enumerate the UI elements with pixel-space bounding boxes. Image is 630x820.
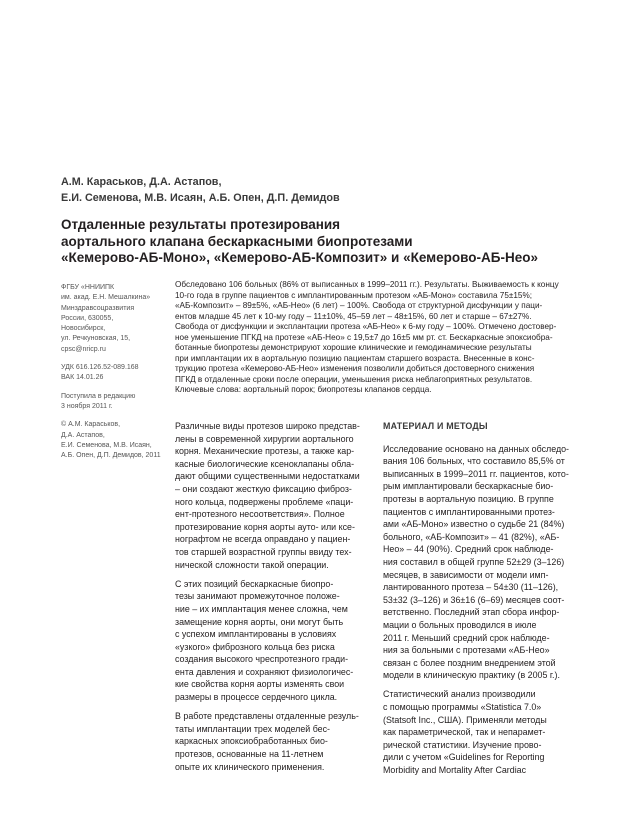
affiliation-email: cpsc@nricp.ru bbox=[61, 345, 106, 353]
text-line: рической статистики. Изучение прово- bbox=[383, 739, 542, 750]
text-line: Morbidity and Mortality After Cardiac bbox=[383, 765, 527, 776]
text-line: нической сложности такой операции. bbox=[175, 559, 329, 570]
received-line: Поступила в редакцию bbox=[61, 392, 136, 400]
text-line: лены в современной хирургии аортального bbox=[175, 433, 354, 444]
text-line: больного, «АБ-Композит» – 41 (82%), «АБ- bbox=[383, 531, 560, 542]
text-line: замещение корня аорты, они могут быть bbox=[175, 616, 344, 627]
copyright-line: Е.И. Семенова, М.В. Исаян, bbox=[61, 441, 152, 449]
udc-code: УДК 616.126.52-089.168 bbox=[61, 364, 139, 372]
text-line: как параметрической, так и непарамет- bbox=[383, 727, 546, 738]
title-line: аортального клапана бескаркасными биопротезами bbox=[61, 233, 413, 249]
title-line: «Кемерово-АБ-Моно», «Кемерово-АБ-Композит» и «Кемерово-АБ-Нео» bbox=[61, 250, 538, 265]
article-title bbox=[61, 217, 601, 267]
text-line: протезов, основанные на 11-летнем bbox=[175, 749, 324, 760]
abstract-line: трукцию протеза «Кемерово-АБ-Нео» изменения позволили добиться достоверного снижения bbox=[175, 364, 535, 374]
text-line: кие свойства корня аорты изменять свои bbox=[175, 679, 345, 690]
abstract-line: Свобода от дисфункции и эксплантации протеза «АБ-Нео» к 6-му году – 100%. Отмечено достовер- bbox=[175, 322, 557, 332]
authors-line: А.М. Караськов, Д.А. Астапов, bbox=[61, 176, 222, 188]
abstract-line: ПГКД в отдаленные сроки после операции, уменьшения риска неблагоприятных результатов. bbox=[175, 374, 533, 384]
text-line: Различные виды протезов широко представ- bbox=[175, 421, 360, 431]
text-line: «узкого» фиброзного кольца без риска bbox=[175, 641, 335, 652]
body-column-left bbox=[175, 420, 365, 780]
text-line: С этих позиций бескаркасные биопро- bbox=[175, 578, 334, 589]
text-line: опыте их клинического применения. bbox=[175, 761, 325, 772]
abstract-line: ботанные биопротезы демонстрируют хорошие клинические и гемодинамические результаты bbox=[175, 343, 532, 353]
text-line: ветственно. Последний этап сбора инфор- bbox=[383, 607, 560, 618]
text-line: В работе представлены отдаленные резуль- bbox=[175, 711, 359, 722]
text-line: создания высокого чреспротезного гради- bbox=[175, 654, 349, 665]
title-line: Отдаленные результаты протезирования bbox=[61, 217, 341, 232]
text-line: 2011 г. Меньший средний срок наблюде- bbox=[383, 632, 550, 643]
abstract-line: ное уменьшение ПГКД на протезе «АБ-Нео» с 19,5±7 до 16±5 мм рт. ст. Бескаркасные эпоксиобра- bbox=[175, 332, 553, 342]
paragraph bbox=[383, 688, 573, 776]
abstract-line: Обследовано 106 больных (86% от выписанных в 1999–2011 гг.). Результаты. Выживаемость к концу bbox=[175, 280, 559, 289]
paragraph bbox=[175, 420, 365, 571]
abstract-line: 10-го года в группе пациентов с имплантированным протезом «АБ-Моно» составила 75±15%; bbox=[175, 290, 533, 300]
abstract-line: «АБ-Композит» – 89±5%, «АБ-Нео» (6 лет) – 100%. Свобода от структурной дисфункции у паци- bbox=[175, 301, 543, 311]
section-heading-methods: МАТЕРИАЛ И МЕТОДЫ bbox=[383, 421, 488, 431]
text-line: ния за больными с протезами «АБ-Нео» bbox=[383, 645, 550, 656]
text-line: размеры в процессе сердечного цикла. bbox=[175, 692, 338, 703]
text-line: мации о больных проводился в июле bbox=[383, 619, 537, 630]
paragraph bbox=[383, 443, 573, 682]
affiliation-line: им. акад. Е.Н. Мешалкина» bbox=[61, 294, 151, 302]
abstract bbox=[175, 280, 590, 396]
text-line: месяцев, в зависимости от модели имп- bbox=[383, 569, 549, 580]
text-line: дили с учетом «Guidelines for Reporting bbox=[383, 752, 545, 763]
text-line: (Statsoft Inc., США). Применяли методы bbox=[383, 714, 547, 725]
paragraph bbox=[175, 710, 365, 773]
vak-code: ВАК 14.01.26 bbox=[61, 374, 104, 382]
authors bbox=[61, 174, 581, 206]
text-line: лантированного протеза – 54±30 (11–126), bbox=[383, 582, 559, 593]
text-line: выписанных в 1999–2011 гг. пациентов, кото- bbox=[383, 468, 569, 479]
received-line: 3 ноября 2011 г. bbox=[61, 402, 113, 410]
authors-line: Е.И. Семенова, М.В. Исаян, А.Б. Опен, Д.П. Демидов bbox=[61, 192, 340, 204]
text-line: тов старшей возрастной группы ввиду тех- bbox=[175, 546, 352, 557]
text-line: таты имплантации трех моделей бес- bbox=[175, 723, 331, 734]
affiliation bbox=[61, 283, 173, 355]
text-line: Исследование основано на данных обследо- bbox=[383, 443, 570, 454]
text-line: ние – их имплантация менее сложна, чем bbox=[175, 603, 348, 614]
affiliation-line: Новосибирск, bbox=[61, 325, 106, 333]
paragraph bbox=[175, 578, 365, 704]
text-line: протезы в аортальную позицию. В группе bbox=[383, 493, 554, 504]
copyright-line: А.Б. Опен, Д.П. Демидов, 2011 bbox=[61, 452, 161, 460]
text-line: 53±32 (3–126) и 36±16 (6–69) месяцев соот- bbox=[383, 594, 565, 605]
copyright-line: Д.А. Астапов, bbox=[61, 431, 105, 439]
text-line: корня. Механические протезы, а также кар- bbox=[175, 446, 355, 457]
text-line: ами «АБ-Моно» известно о судьбе 21 (84%) bbox=[383, 519, 565, 530]
text-line: Статистический анализ производили bbox=[383, 689, 536, 700]
text-line: каркасных эпоксиобработанных био- bbox=[175, 736, 328, 747]
text-line: тезы занимают промежуточное положе- bbox=[175, 591, 340, 602]
article-sidebar bbox=[61, 283, 173, 469]
received-date bbox=[61, 392, 173, 413]
text-line: модели в клиническую практику (в 2005 г.). bbox=[383, 670, 560, 681]
text-line: рым имплантировали бескаркасные био- bbox=[383, 481, 554, 492]
text-line: Нео» – 44 (90%). Средний срок наблюде- bbox=[383, 544, 554, 555]
text-line: ного кольца, подвержены проблеме «паци- bbox=[175, 496, 354, 507]
abstract-line: ентов младше 45 лет к 10-му году – 11±10%, 45–59 лет – 48±15%, 60 лет и старше – 67±27%. bbox=[175, 311, 532, 321]
text-line: пациентов с имплантированными протез- bbox=[383, 506, 555, 517]
text-line: с успехом имплантированы в условиях bbox=[175, 629, 337, 640]
text-line: ния составил в общей группе 52±29 (3–126) bbox=[383, 556, 565, 567]
text-line: протезирование корня аорты ауто- или ксе- bbox=[175, 521, 355, 532]
text-line: ент-протезного несоответствия». Полное bbox=[175, 509, 345, 520]
copyright-line: © А.М. Караськов, bbox=[61, 421, 121, 429]
affiliation-line: Минздравсоцразвития bbox=[61, 304, 135, 312]
copyright bbox=[61, 420, 173, 461]
affiliation-line: России, 630055, bbox=[61, 314, 114, 322]
affiliation-line: ул. Речкуновская, 15, bbox=[61, 335, 131, 343]
text-line: дают общими существенными недостатками bbox=[175, 471, 360, 482]
text-line: касные биологические ксеноклапаны обла- bbox=[175, 458, 355, 469]
text-line: вания 106 больных, что составило 85,5% от bbox=[383, 456, 565, 467]
abstract-keywords: Ключевые слова: аортальный порок; биопротезы клапанов сердца. bbox=[175, 385, 432, 395]
classification-codes bbox=[61, 363, 173, 384]
abstract-line: при имплантации их в аортальную позицию пациентам старшего возраста. Внесенные в конс- bbox=[175, 353, 535, 363]
text-line: с помощью программы «Statistica 7.0» bbox=[383, 702, 542, 713]
text-line: нографтом не всегда оправдано у пациен- bbox=[175, 534, 351, 545]
text-line: связан с более поздним внедрением этой bbox=[383, 657, 556, 668]
text-line: ента давления и сохраняют физиологичес- bbox=[175, 666, 354, 677]
affiliation-line: ФГБУ «ННИИПК bbox=[61, 284, 115, 291]
text-line: – они создают жесткую фиксацию фиброз- bbox=[175, 483, 352, 494]
body-column-right bbox=[383, 420, 573, 783]
